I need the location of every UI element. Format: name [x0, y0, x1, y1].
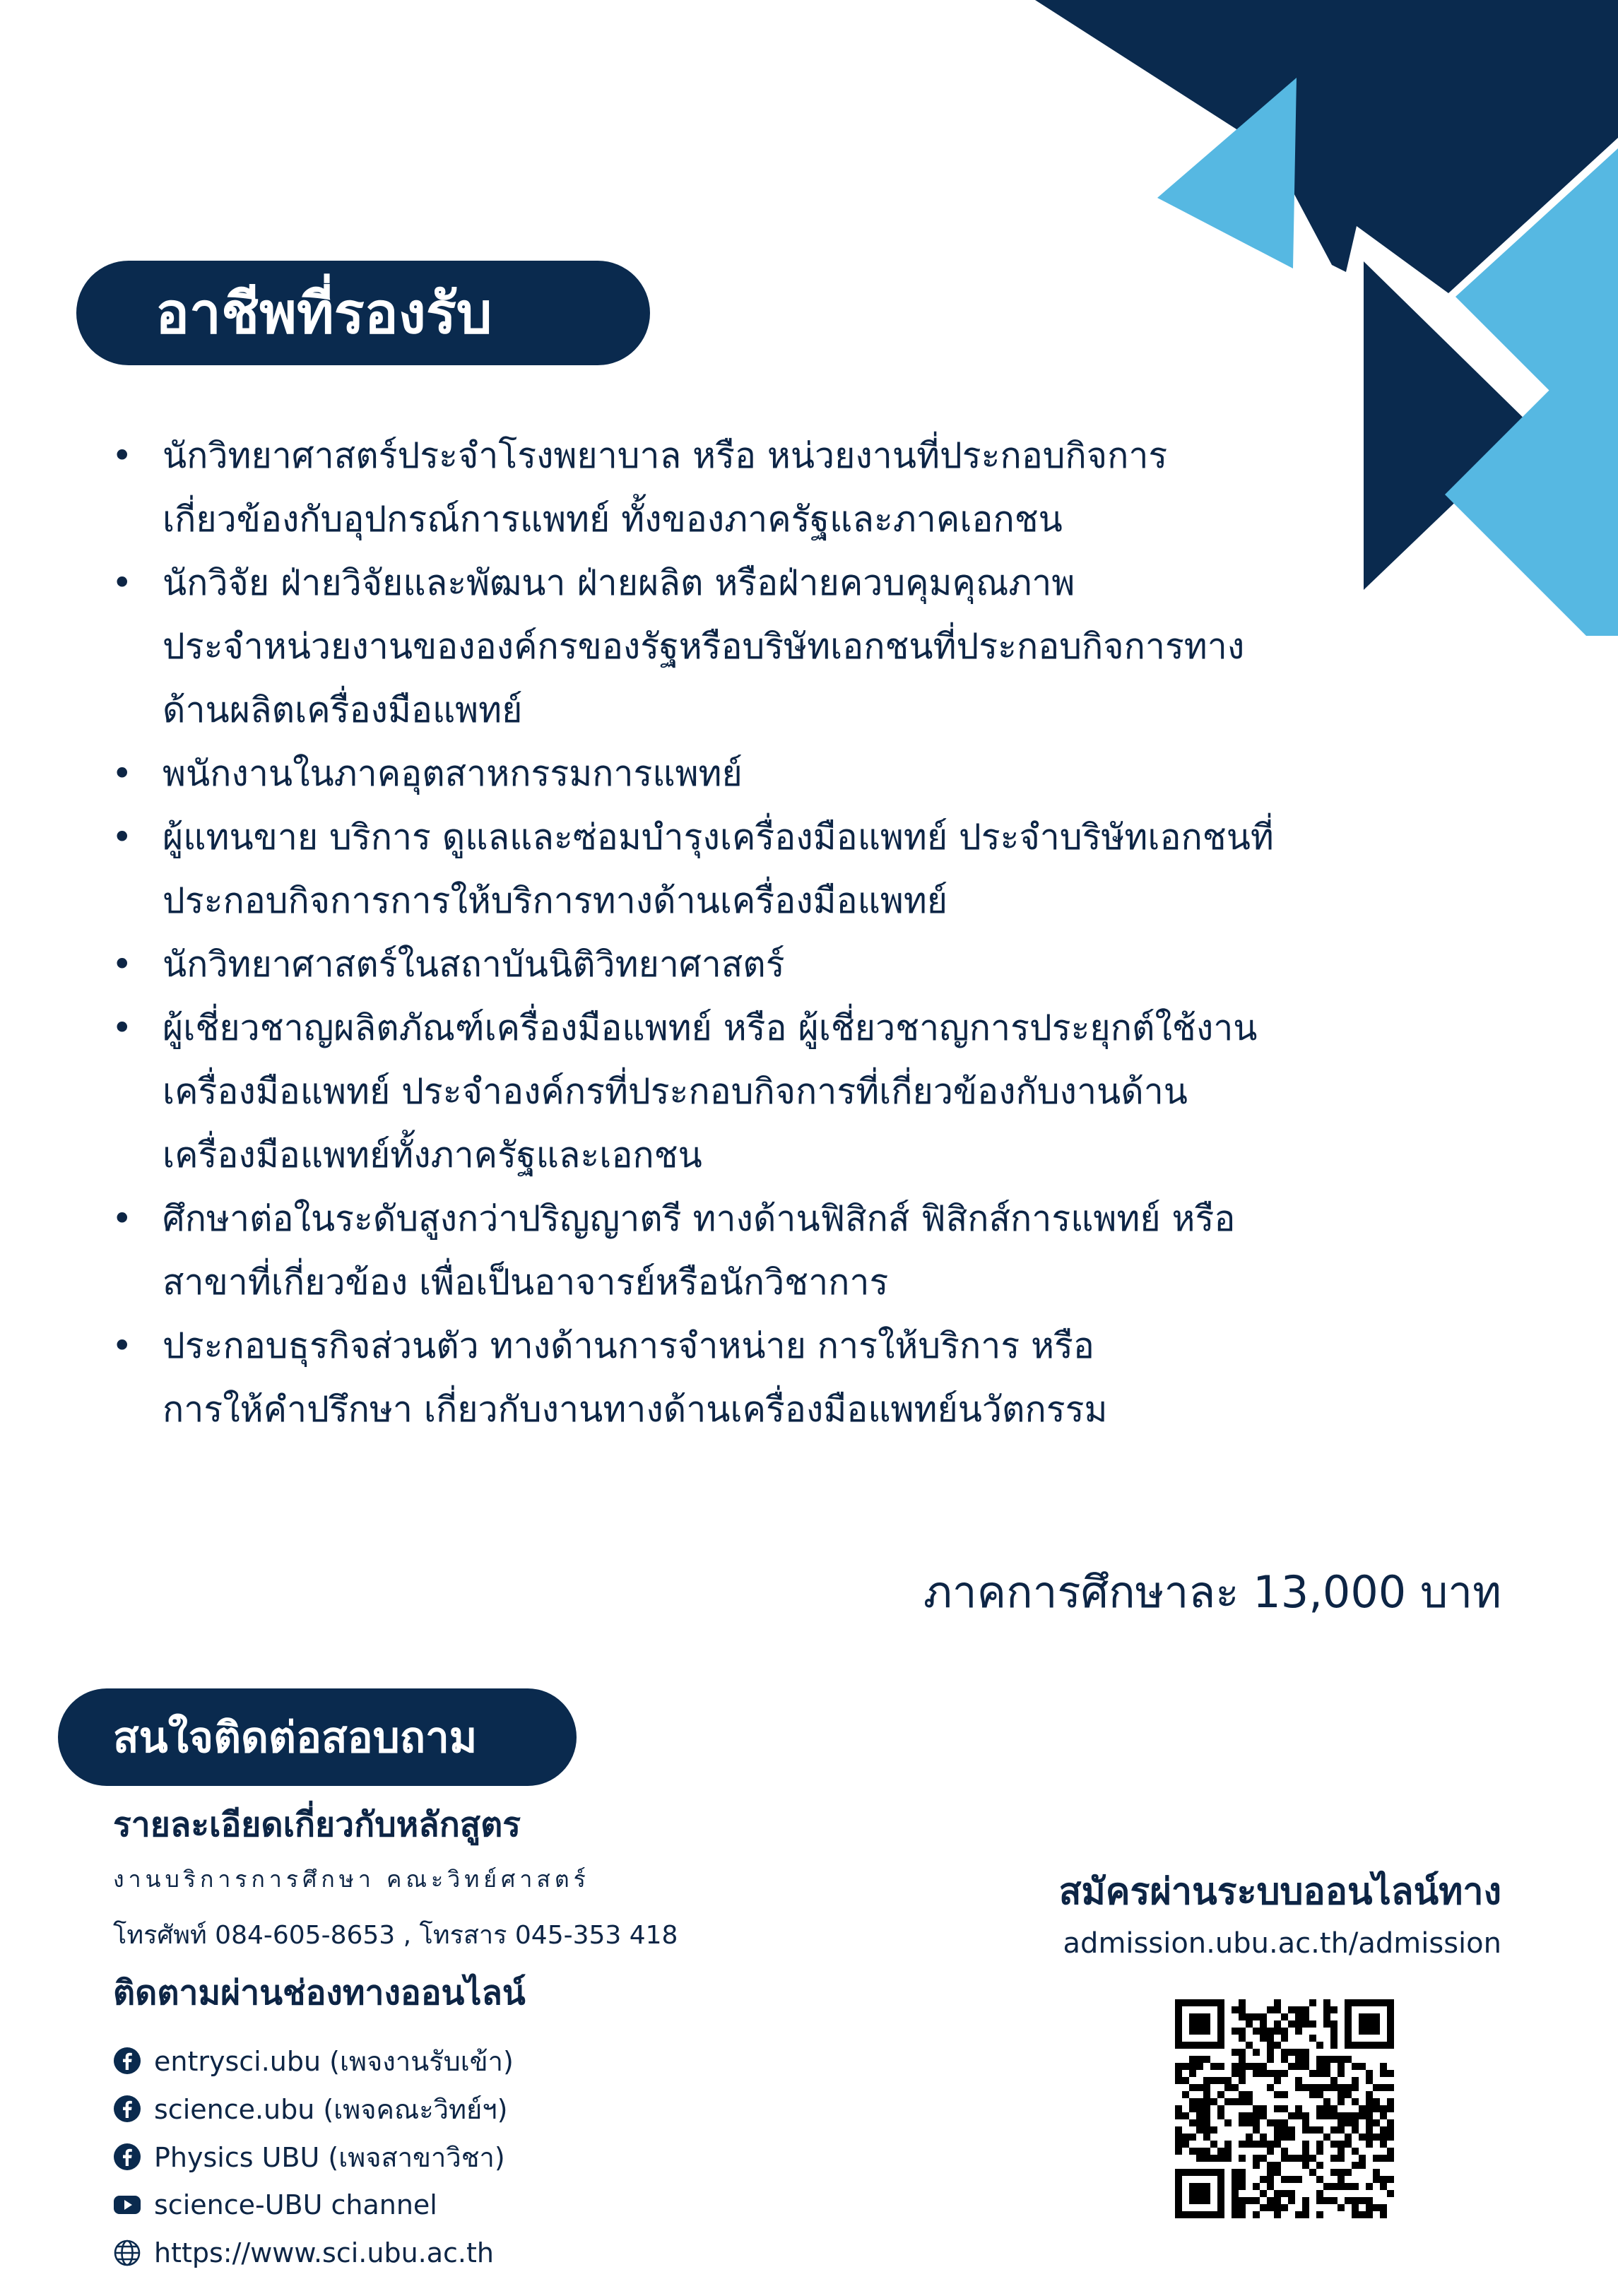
job-item	[106, 551, 1364, 742]
job-item	[106, 996, 1364, 1187]
facebook-icon	[113, 2047, 141, 2075]
bullet-icon: •	[112, 817, 133, 858]
job-line: ประกอบกิจการการให้บริการทางด้านเครื่องมือแพทย์	[163, 880, 948, 921]
bullet-icon: •	[112, 1007, 133, 1048]
globe-icon	[113, 2239, 141, 2267]
job-line: เกี่ยวข้องกับอุปกรณ์การแพทย์ ทั้งของภาครัฐและภาคเอกชน	[163, 499, 1063, 540]
job-item	[106, 424, 1364, 551]
job-line: พนักงานในภาคอุตสาหกรรมการแพทย์	[163, 753, 743, 794]
channel-text: https://www.sci.ubu.ac.th	[154, 2237, 494, 2268]
job-line: เครื่องมือแพทย์ ประจำองค์กรที่ประกอบกิจการที่เกี่ยวข้องกับงานด้าน	[163, 1071, 1188, 1112]
job-item	[106, 1314, 1364, 1441]
job-line: ด้านผลิตเครื่องมือแพทย์	[163, 690, 523, 730]
tuition-fee: ภาคการศึกษาละ 13,000 บาท	[923, 1566, 1501, 1618]
jobs-section-title: อาชีพที่รองรับ	[76, 261, 650, 365]
job-line: เครื่องมือแพทย์ทั้งภาครัฐและเอกชน	[163, 1135, 702, 1176]
job-item	[106, 742, 1364, 805]
channel-item[interactable]	[113, 2133, 890, 2181]
job-line: ผู้แทนขาย บริการ ดูแลและซ่อมบำรุงเครื่องมือแพทย์ ประจำบริษัทเอกชนที่	[163, 817, 1274, 858]
job-line: ศึกษาต่อในระดับสูงกว่าปริญญาตรี ทางด้านฟิสิกส์ ฟิสิกส์การแพทย์ หรือ	[163, 1198, 1236, 1239]
job-line: ประจำหน่วยงานขององค์กรของรัฐหรือบริษัทเอกชนที่ประกอบกิจการทาง	[163, 626, 1245, 667]
job-line: การให้คำปรึกษา เกี่ยวกับงานทางด้านเครื่องมือแพทย์นวัตกรรม	[163, 1389, 1108, 1430]
channel-item[interactable]	[113, 2085, 890, 2133]
phone-fax: โทรศัพท์ 084-605-8653 , โทรสาร 045-353 418	[113, 1921, 678, 1950]
channel-item[interactable]	[113, 2181, 890, 2229]
youtube-icon	[113, 2191, 141, 2219]
apply-url[interactable]: admission.ubu.ac.th/admission	[1063, 1927, 1501, 1960]
job-item	[106, 805, 1364, 933]
channel-item[interactable]	[113, 2037, 890, 2085]
contact-section-title: สนใจติดต่อสอบถาม	[58, 1688, 577, 1786]
apply-block	[1059, 1862, 1501, 1960]
jobs-list	[106, 424, 1364, 1441]
job-line: นักวิทยาศาสตร์ประจำโรงพยาบาล หรือ หน่วยงานที่ประกอบกิจการ	[163, 435, 1168, 476]
job-line: ผู้เชี่ยวชาญผลิตภัณฑ์เครื่องมือแพทย์ หรือ ผู้เชี่ยวชาญการประยุกต์ใช้งาน	[163, 1007, 1258, 1048]
facebook-icon	[113, 2095, 141, 2123]
channel-text: Physics UBU (เพจสาขาวิชา)	[154, 2141, 505, 2173]
job-line: สาขาที่เกี่ยวข้อง เพื่อเป็นอาจารย์หรือนักวิชาการ	[163, 1262, 889, 1303]
social-channels	[113, 2037, 890, 2277]
channel-text: entrysci.ubu (เพจงานรับเข้า)	[154, 2045, 514, 2077]
job-line: นักวิทยาศาสตร์ในสถาบันนิติวิทยาศาสตร์	[163, 944, 785, 985]
channel-item[interactable]	[113, 2229, 890, 2277]
bullet-icon: •	[112, 944, 133, 985]
job-item	[106, 933, 1364, 996]
job-line: ประกอบธุรกิจส่วนตัว ทางด้านการจำหน่าย การให้บริการ หรือ	[163, 1325, 1094, 1366]
bullet-icon: •	[112, 1325, 133, 1366]
bullet-icon: •	[112, 562, 133, 603]
qr-code[interactable]	[1175, 1999, 1394, 2218]
facebook-icon	[113, 2143, 141, 2171]
office-name: งานบริการการศึกษา คณะวิทย์ศาสตร์	[113, 1866, 590, 1893]
channel-text: science-UBU channel	[154, 2189, 437, 2220]
contact-block	[113, 1798, 890, 2277]
bullet-icon: •	[112, 753, 133, 794]
bullet-icon: •	[112, 435, 133, 476]
job-line: นักวิจัย ฝ่ายวิจัยและพัฒนา ฝ่ายผลิต หรือฝ่ายควบคุมคุณภาพ	[163, 562, 1075, 603]
channel-text: science.ubu (เพจคณะวิทย์ฯ)	[154, 2093, 508, 2125]
job-item	[106, 1187, 1364, 1314]
apply-heading: สมัครผ่านระบบออนไลน์ทาง	[1058, 1871, 1501, 1913]
bullet-icon: •	[112, 1198, 133, 1239]
course-details-heading: รายละเอียดเกี่ยวกับหลักสูตร	[113, 1805, 521, 1845]
follow-heading: ติดตามผ่านช่องทางออนไลน์	[113, 1973, 526, 2013]
